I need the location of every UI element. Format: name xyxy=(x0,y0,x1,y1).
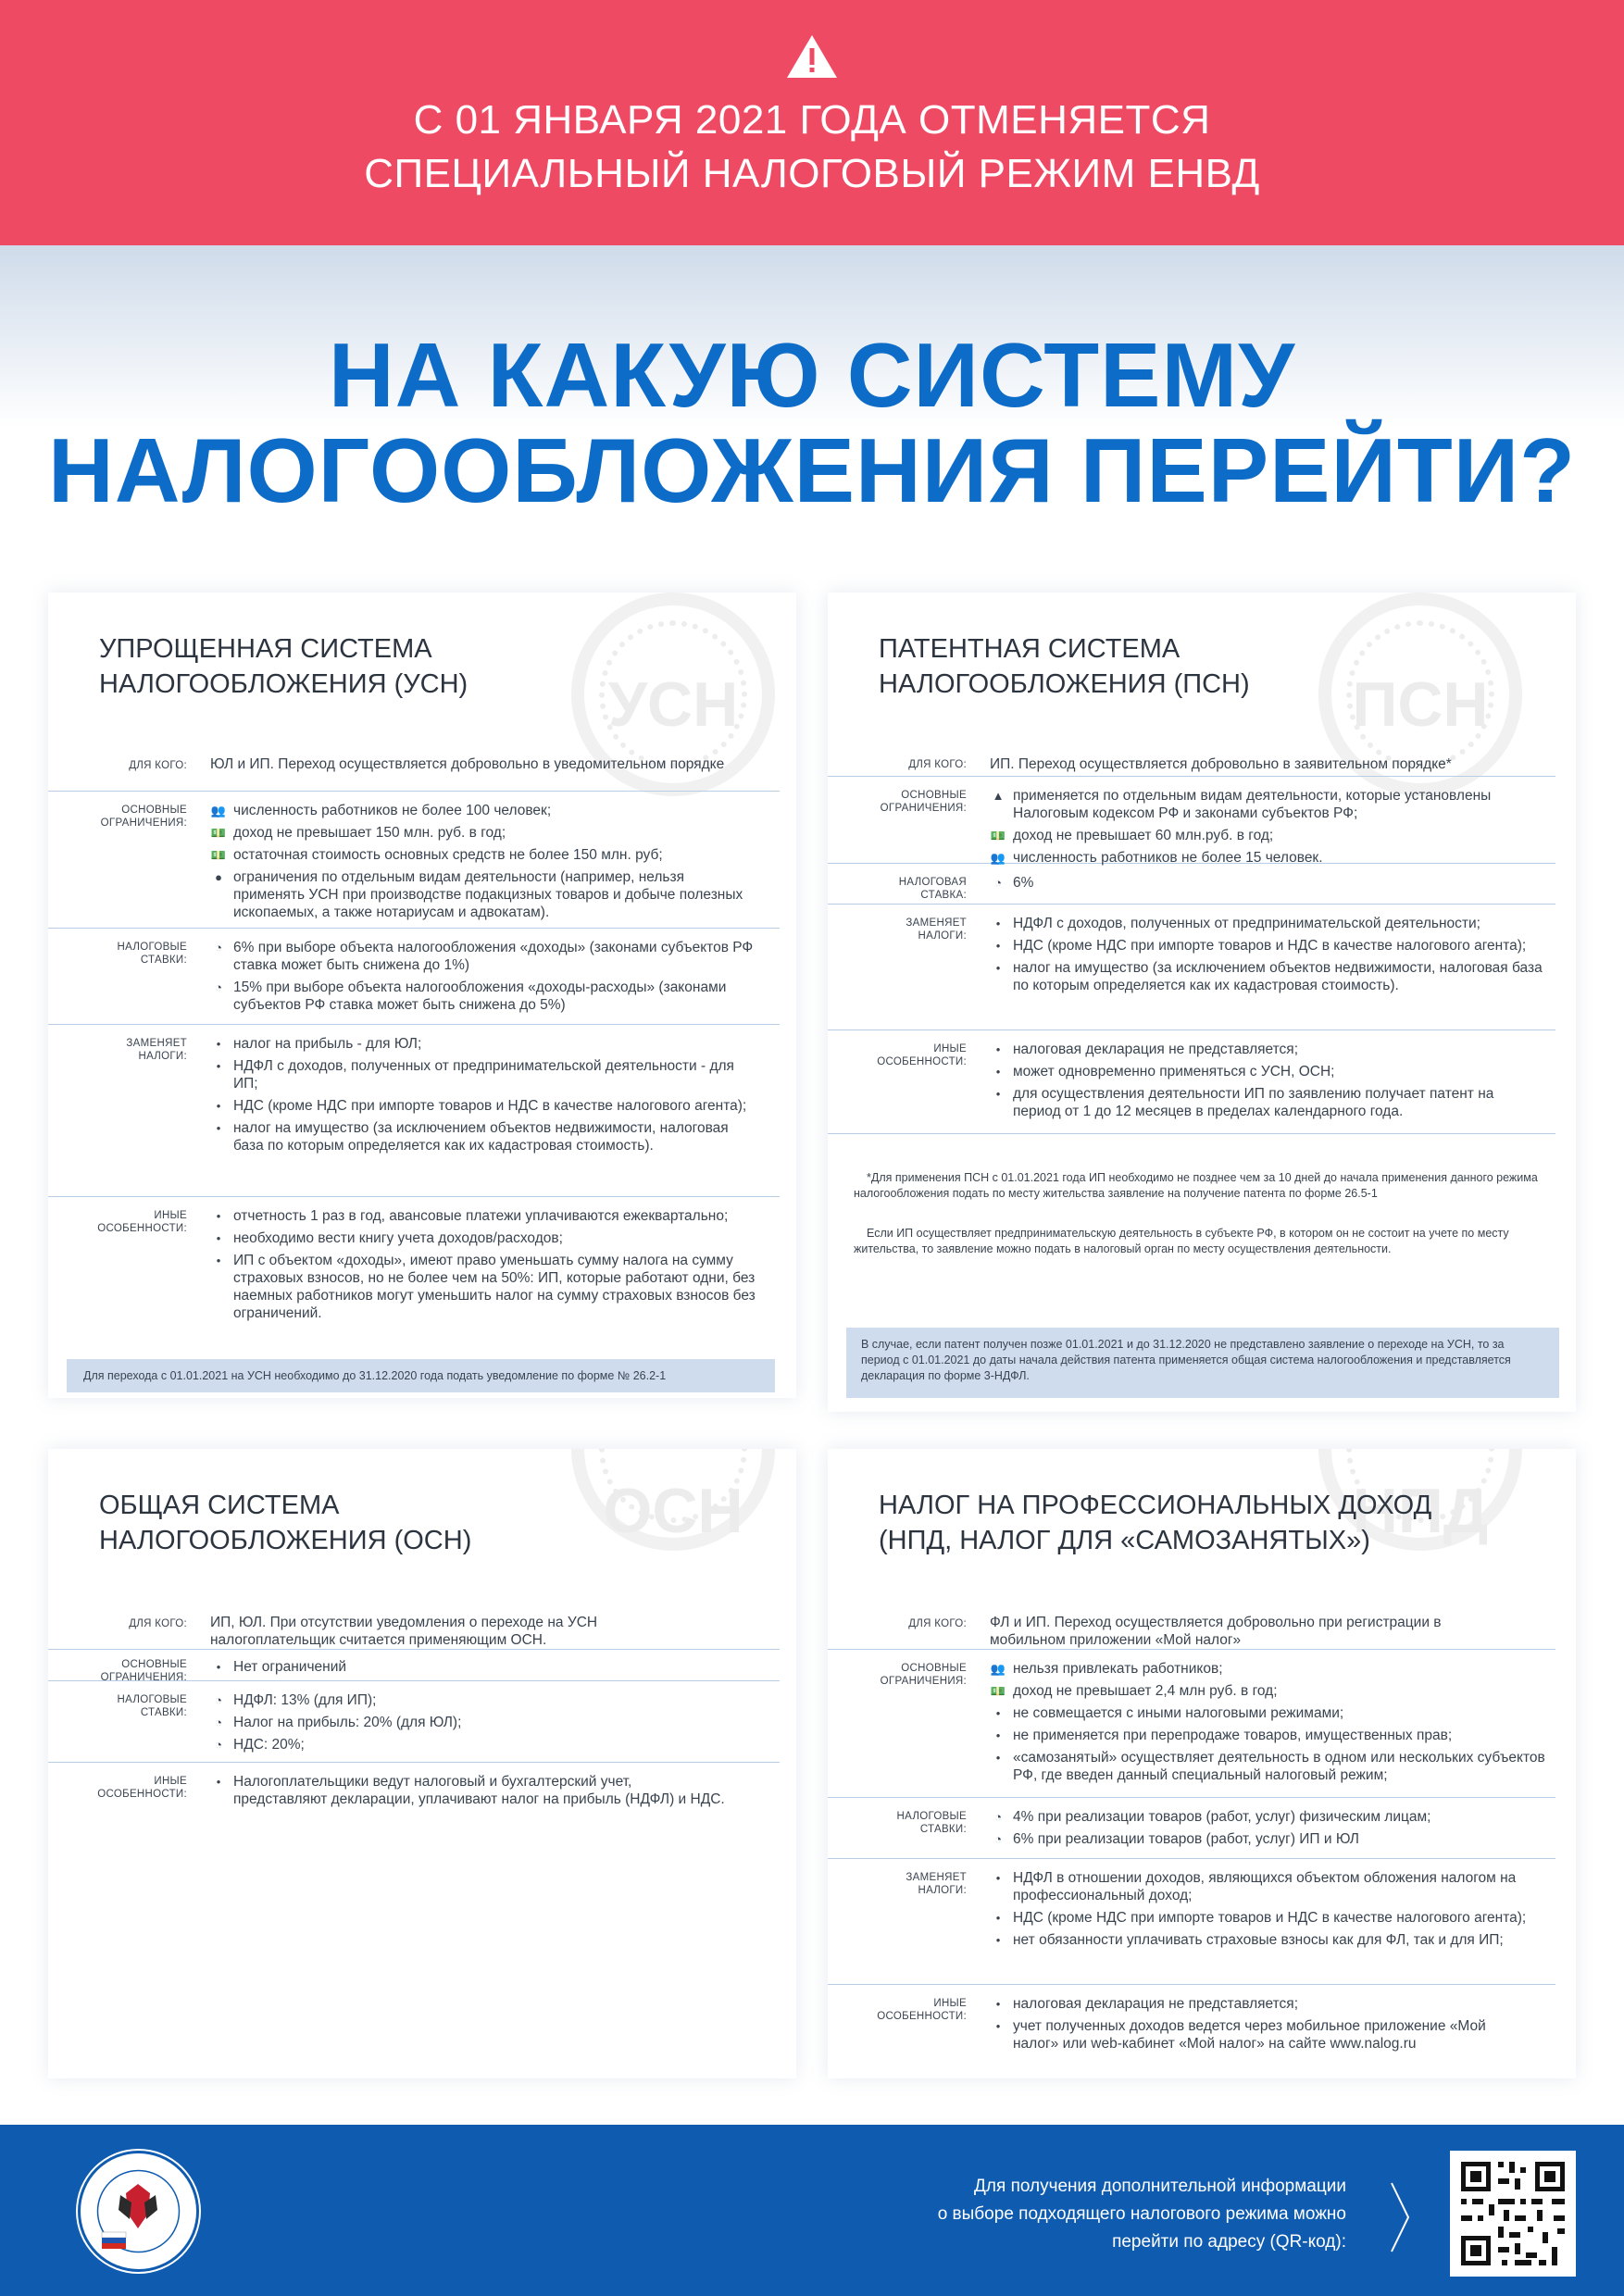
usn-title-line-2: НАЛОГООБЛОЖЕНИЯ (УСН) xyxy=(99,669,468,699)
bullet-icon: • xyxy=(995,1751,1001,1765)
list-item: НДС: 20%; xyxy=(233,1737,305,1753)
list-item: доход не превышает 60 млн.руб. в год; xyxy=(1013,828,1274,843)
list-item: 6% при выборе объекта налогообложения «доходы» (законами субъектов РФ ставка может быть снижена до 1%) xyxy=(233,940,754,973)
list-item: отчетность 1 раз в год, авансовые платежи уплачиваются ежеквартально; xyxy=(233,1208,729,1224)
list-item: учет полученных доходов ведется через мобильное приложение «Мой налог» или web-кабинет «Мой налог» на сайте www.nalog.ru xyxy=(1013,2018,1486,2052)
list-item: налоговая декларация не представляется; xyxy=(1013,1042,1299,1057)
psn-row-other: ИНЫЕ ОСОБЕННОСТИ: • налоговая декларация не представляется; • может одновременно применяться с УСН, ОСН; • для осуществления деятельности ИП по заявлению получает патент на период от 1 до 12 месяцев в пределах календарного года. xyxy=(828,1037,1555,1134)
bullet-icon: • xyxy=(216,1099,221,1113)
npd-watermark: НПД xyxy=(1318,1449,1522,1551)
bullet-icon: • xyxy=(995,961,1001,975)
psn-who-text: ИП. Переход осуществляется добровольно в заявительном порядке* xyxy=(990,756,1452,772)
osn-row-rates: НАЛОГОВЫЕ СТАВКИ: ◔ НДФЛ: 13% (для ИП); ◔ Налог на прибыль: 20% (для ЮЛ); ◔ НДС: 20%; xyxy=(48,1688,780,1763)
list-item: ограничения по отдельным видам деятельности (например, нельзя применять УСН при производстве подакцизных товаров и добыче полезных ископаемых, а также нотариусам и адвокатам). xyxy=(233,869,743,920)
bullet-icon: • xyxy=(995,1728,1001,1742)
money-icon: 💵 xyxy=(210,848,227,862)
list-item: численность работников не более 100 человек; xyxy=(233,803,552,818)
alert-circle-icon: ● xyxy=(215,870,222,884)
pie-chart-icon: ◔ xyxy=(215,1738,222,1752)
list-item: 6% xyxy=(1013,875,1034,891)
npd-card xyxy=(828,1449,1576,2078)
bullet-icon: • xyxy=(995,1933,1001,1947)
osn-row-who: ДЛЯ КОГО: ИП, ЮЛ. При отсутствии уведомления о переходе на УСН налогоплательщик считается применяющим ОСН. xyxy=(48,1614,780,1650)
list-item: необходимо вести книгу учета доходов/расходов; xyxy=(233,1230,563,1246)
usn-who-text: ЮЛ и ИП. Переход осуществляется добровольно в уведомительном порядке xyxy=(210,756,725,772)
psn-footnote-2: Если ИП осуществляет предпринимательскую деятельность в субъекте РФ, в котором он не состоит на учете по месту жительства, то заявление можно подать в налоговый орган по месту осуществления деятельности. xyxy=(854,1227,1509,1255)
bullet-icon: • xyxy=(995,1087,1001,1101)
pie-chart-icon: ◔ xyxy=(215,941,222,955)
psn-footnote-1: *Для применения ПСН с 01.01.2021 года ИП необходимо не позднее чем за 10 дней до начала применения данного режима налогообложения подать по месту жительства заявление на получение патента по форме 26.5-1 xyxy=(854,1171,1538,1200)
list-item: применяется по отдельным видам деятельности, которые установлены Налоговым кодексом РФ и законами субъектов РФ; xyxy=(1013,788,1492,821)
list-item: не применяется при перепродаже товаров, имущественных прав; xyxy=(1013,1728,1453,1743)
list-item: доход не превышает 2,4 млн руб. в год; xyxy=(1013,1683,1278,1699)
usn-note: Для перехода с 01.01.2021 на УСН необходимо до 31.12.2020 года подать уведомление по форме № 26.2-1 xyxy=(67,1359,775,1392)
list-item: НДФЛ: 13% (для ИП); xyxy=(233,1692,377,1708)
bullet-icon: • xyxy=(216,1660,221,1674)
money-icon: 💵 xyxy=(990,1684,1006,1698)
money-icon: 💵 xyxy=(990,829,1006,842)
list-item: ИП с объектом «доходы», имеют право уменьшать сумму налога на сумму страховых взносов, но не более чем на 50%: ИП, которые работают одни, без наемных работников могут уменьшить налог на сумму страховых взносов без ограничений. xyxy=(233,1253,756,1321)
bullet-icon: • xyxy=(216,1059,221,1073)
usn-watermark: УСН xyxy=(571,593,775,796)
list-item: налоговая декларация не представляется; xyxy=(1013,1996,1299,2012)
warning-icon xyxy=(785,33,839,80)
footer-line-1: Для получения дополнительной информации xyxy=(974,2177,1346,2196)
list-item: налог на имущество (за исключением объектов недвижимости, налоговая база по которым определяется как их кадастровая стоимость). xyxy=(1013,960,1543,993)
osn-title-line-1: ОБЩАЯ СИСТЕМА xyxy=(99,1491,340,1520)
pie-chart-icon: ◔ xyxy=(215,1693,222,1707)
usn-row-other: ИНЫЕ ОСОБЕННОСТИ: • отчетность 1 раз в год, авансовые платежи уплачиваются ежеквартально; • необходимо вести книгу учета доходов/расходов; • ИП с объектом «доходы», имеют право уменьшать сумму налога на сумму страховых взносов, но не более чем на 50%: ИП, которые работают одни, без наемных работников могут уменьшить налог на сумму страховых взносов без ограничений. xyxy=(97,1208,756,1321)
bullet-icon: • xyxy=(995,939,1001,953)
usn-card xyxy=(48,593,796,1398)
psn-note: В случае, если патент получен позже 01.01.2021 и до 31.12.2020 не представлено заявление о переходе на УСН, то за период с 01.01.2021 до даты начала действия патента применяется общая система налогообложения и представляется декларация по форме 3-НДФЛ. xyxy=(846,1328,1559,1398)
osn-who-text: ИП, ЮЛ. При отсутствии уведомления о переходе на УСН налогоплательщик считается применяющим ОСН. xyxy=(210,1615,598,1648)
bullet-icon: • xyxy=(995,1911,1001,1925)
top-banner xyxy=(0,0,1624,245)
bullet-icon: • xyxy=(995,917,1001,930)
list-item: 4% при реализации товаров (работ, услуг) физическим лицам; xyxy=(1013,1809,1431,1825)
pie-chart-icon: ◔ xyxy=(994,1832,1002,1846)
osn-title-line-2: НАЛОГООБЛОЖЕНИЯ (ОСН) xyxy=(99,1526,472,1555)
bullet-icon: • xyxy=(216,1231,221,1245)
warning-icon: ▲ xyxy=(992,789,1005,803)
npd-title-line-1: НАЛОГ НА ПРОФЕССИОНАЛЬНЫХ ДОХОД xyxy=(879,1491,1432,1520)
list-item: 15% при выборе объекта налогообложения «доходы-расходы» (законами субъектов РФ ставка может быть снижена до 5%) xyxy=(233,980,727,1013)
npd-row-who: ДЛЯ КОГО: ФЛ и ИП. Переход осуществляется добровольно при регистрации в мобильном приложении «Мой налог» xyxy=(828,1614,1555,1650)
bullet-icon: • xyxy=(995,1042,1001,1056)
footer xyxy=(0,2125,1624,2296)
bullet-icon: • xyxy=(216,1209,221,1223)
bullet-icon: • xyxy=(995,1871,1001,1885)
bullet-icon: • xyxy=(995,1706,1001,1720)
list-item: 6% при реализации товаров (работ, услуг) ИП и ЮЛ xyxy=(1013,1831,1359,1847)
psn-card xyxy=(828,593,1576,1412)
list-item: нельзя привлекать работников; xyxy=(1013,1661,1223,1677)
fns-emblem-logo xyxy=(76,2149,201,2274)
list-item: «самозанятый» осуществляет деятельность в одном или нескольких субъектов РФ, где введен данный специальный налоговый режим; xyxy=(1013,1750,1545,1783)
psn-title-line-1: ПАТЕНТНАЯ СИСТЕМА xyxy=(879,634,1181,664)
list-item: нет обязанности уплачивать страховые взносы как для ФЛ, так и для ИП; xyxy=(1013,1932,1504,1948)
list-item: для осуществления деятельности ИП по заявлению получает патент на период от 1 до 12 месяцев в пределах календарного года. xyxy=(1013,1086,1494,1119)
list-item: не совмещается с иными налоговыми режимами; xyxy=(1013,1705,1344,1721)
list-item: доход не превышает 150 млн. руб. в год; xyxy=(233,825,506,841)
npd-row-replaces: ЗАМЕНЯЕТ НАЛОГИ: • НДФЛ в отношении доходов, являющихся объектом обложения налогом на профессиональный доход; • НДС (кроме НДС при импорте товаров и НДС в качестве налогового агента); • нет обязанности уплачивать страховые взносы как для ФЛ, так и для ИП; xyxy=(828,1866,1555,1985)
list-item: НДФЛ в отношении доходов, являющихся объектом обложения налогом на профессиональный доход; xyxy=(1013,1870,1517,1903)
usn-row-who xyxy=(48,755,780,792)
bullet-icon: • xyxy=(216,1254,221,1267)
bullet-icon: • xyxy=(995,1065,1001,1079)
list-item: численность работников не более 15 человек. xyxy=(1013,850,1323,866)
footer-line-2: о выборе подходящего налогового режима можно xyxy=(937,2204,1346,2224)
main-title-line-1: НА КАКУЮ СИСТЕМУ xyxy=(328,324,1296,426)
osn-row-other: ИНЫЕ ОСОБЕННОСТИ: • Налогоплательщики ведут налоговый и бухгалтерский учет, представляют декларации, уплачивают налог на прибыль (НДФЛ) и НДС. xyxy=(97,1774,725,1807)
pie-chart-icon: ◔ xyxy=(215,1716,222,1729)
npd-row-other: ИНЫЕ ОСОБЕННОСТИ: • налоговая декларация не представляется; • учет полученных доходов ведется через мобильное приложение «Мой налог» или web-кабинет «Мой налог» на сайте www.nalog.ru xyxy=(877,1996,1486,2052)
list-item: налог на имущество (за исключением объектов недвижимости, налоговая база по которым определяется как их кадастровая стоимость). xyxy=(233,1120,729,1154)
bullet-icon: • xyxy=(216,1775,221,1789)
banner-line-1: С 01 ЯНВАРЯ 2021 ГОДА ОТМЕНЯЕТСЯ xyxy=(413,97,1211,143)
chevron-right-icon xyxy=(1389,2180,1411,2254)
bullet-icon: • xyxy=(216,1037,221,1051)
bullet-icon: • xyxy=(216,1121,221,1135)
psn-watermark: ПСН xyxy=(1318,593,1522,796)
osn-card xyxy=(48,1449,796,2078)
list-item: Налогоплательщики ведут налоговый и бухгалтерский учет, представляют декларации, уплачивают налог на прибыль (НДФЛ) и НДС. xyxy=(233,1774,725,1807)
npd-row-rates: НАЛОГОВЫЕ СТАВКИ: ◔ 4% при реализации товаров (работ, услуг) физическим лицам; ◔ 6% при реализации товаров (работ, услуг) ИП и ЮЛ xyxy=(828,1804,1555,1859)
list-item: НДС (кроме НДС при импорте товаров и НДС в качестве налогового агента); xyxy=(233,1098,747,1114)
footer-info-text xyxy=(828,2173,1346,2256)
usn-row-rates: НАЛОГОВЫЕ СТАВКИ: ◔ 6% при выборе объекта налогообложения «доходы» (законами субъектов РФ ставка может быть снижена до 1%) ◔ 15% при выборе объекта налогообложения «доходы-расходы» (законами субъектов РФ ставка может быть снижена до 5%) xyxy=(48,935,780,1025)
banner-line-2: СПЕЦИАЛЬНЫЙ НАЛОГОВЫЙ РЕЖИМ ЕНВД xyxy=(364,151,1260,196)
list-item: НДФЛ с доходов, полученных от предпринимательской деятельности; xyxy=(1013,916,1480,931)
list-item: НДС (кроме НДС при импорте товаров и НДС в качестве налогового агента); xyxy=(1013,1910,1527,1926)
label-who: ДЛЯ КОГО: xyxy=(129,760,187,771)
osn-row-limits: ОСНОВНЫЕ ОГРАНИЧЕНИЯ: • Нет ограничений xyxy=(48,1656,780,1681)
usn-title-line-1: УПРОЩЕННАЯ СИСТЕМА xyxy=(99,634,432,664)
psn-row-rate: НАЛОГОВАЯ СТАВКА: ◔ 6% xyxy=(828,870,1555,905)
money-icon: 💵 xyxy=(210,826,227,840)
list-item: Налог на прибыль: 20% (для ЮЛ); xyxy=(233,1715,462,1730)
pie-chart-icon: ◔ xyxy=(994,1810,1002,1824)
list-item: налог на прибыль - для ЮЛ; xyxy=(233,1036,422,1052)
npd-row-limits: ОСНОВНЫЕ ОГРАНИЧЕНИЯ: 👥 нельзя привлекать работников; 💵 доход не превышает 2,4 млн руб. в год; • не совмещается с иными налоговыми режимами; • не применяется при перепродаже товаров, имущественных прав; • «самозанятый» осуществляет деятельность в одном или нескольких субъектов РФ, где введен данный специальный налоговый режим; xyxy=(828,1656,1555,1798)
psn-row-limits: ОСНОВНЫЕ ОГРАНИЧЕНИЯ: ▲ применяется по отдельным видам деятельности, которые установлены Налоговым кодексом РФ и законами субъектов РФ; 💵 доход не превышает 60 млн.руб. в год; 👥 численность работников не более 15 человек. xyxy=(828,783,1555,864)
psn-row-who: ДЛЯ КОГО: ИП. Переход осуществляется добровольно в заявительном порядке* xyxy=(828,755,1555,777)
npd-title-line-2: (НПД, НАЛОГ ДЛЯ «САМОЗАНЯТЫХ») xyxy=(879,1526,1370,1555)
psn-title-line-2: НАЛОГООБЛОЖЕНИЯ (ПСН) xyxy=(879,669,1250,699)
list-item: НДС (кроме НДС при импорте товаров и НДС в качестве налогового агента); xyxy=(1013,938,1527,954)
qr-code[interactable] xyxy=(1450,2151,1576,2277)
list-item: НДФЛ с доходов, полученных от предпринимательской деятельности - для ИП; xyxy=(233,1058,734,1092)
usn-row-limits: ОСНОВНЫЕ ОГРАНИЧЕНИЯ: 👥 численность работников не более 100 человек; 💵 доход не превышает 150 млн. руб. в год; 💵 остаточная стоимость основных средств не более 150 млн. руб; ● ограничения по отдельным видам деятельности (например, нельзя применять УСН при производстве подакцизных товаров и добыче полезных ископаемых, а также нотариусам и адвокатам). xyxy=(48,798,780,929)
people-icon: 👥 xyxy=(990,1662,1006,1676)
list-item: может одновременно применяться с УСН, ОСН; xyxy=(1013,1064,1335,1079)
npd-who-text: ФЛ и ИП. Переход осуществляется добровольно при регистрации в мобильном приложении «Мой налог» xyxy=(990,1615,1442,1648)
list-item: Нет ограничений xyxy=(233,1659,347,1675)
osn-watermark: ОСН xyxy=(571,1449,775,1551)
psn-row-replaces: ЗАМЕНЯЕТ НАЛОГИ: • НДФЛ с доходов, полученных от предпринимательской деятельности; • НДС (кроме НДС при импорте товаров и НДС в качестве налогового агента); • налог на имущество (за исключением объектов недвижимости, налоговая база по которым определяется как их кадастровая стоимость). xyxy=(828,911,1555,1030)
people-icon: 👥 xyxy=(990,851,1006,865)
list-item: остаточная стоимость основных средств не более 150 млн. руб; xyxy=(233,847,663,863)
bullet-icon: • xyxy=(995,1997,1001,2011)
people-icon: 👥 xyxy=(210,804,227,817)
pie-chart-icon: ◔ xyxy=(215,980,222,994)
pie-chart-icon: ◔ xyxy=(994,876,1002,890)
bullet-icon: • xyxy=(995,2019,1001,2033)
footer-line-3: перейти по адресу (QR-код): xyxy=(1112,2232,1346,2252)
usn-row-replaces: ЗАМЕНЯЕТ НАЛОГИ: • налог на прибыль - для ЮЛ; • НДФЛ с доходов, полученных от предпринимательской деятельности - для ИП; • НДС (кроме НДС при импорте товаров и НДС в качестве налогового агента); • налог на имущество (за исключением объектов недвижимости, налоговая база по которым определяется как их кадастровая стоимость). xyxy=(48,1031,780,1197)
main-title-line-2: НАЛОГООБЛОЖЕНИЯ ПЕРЕЙТИ? xyxy=(47,419,1577,521)
